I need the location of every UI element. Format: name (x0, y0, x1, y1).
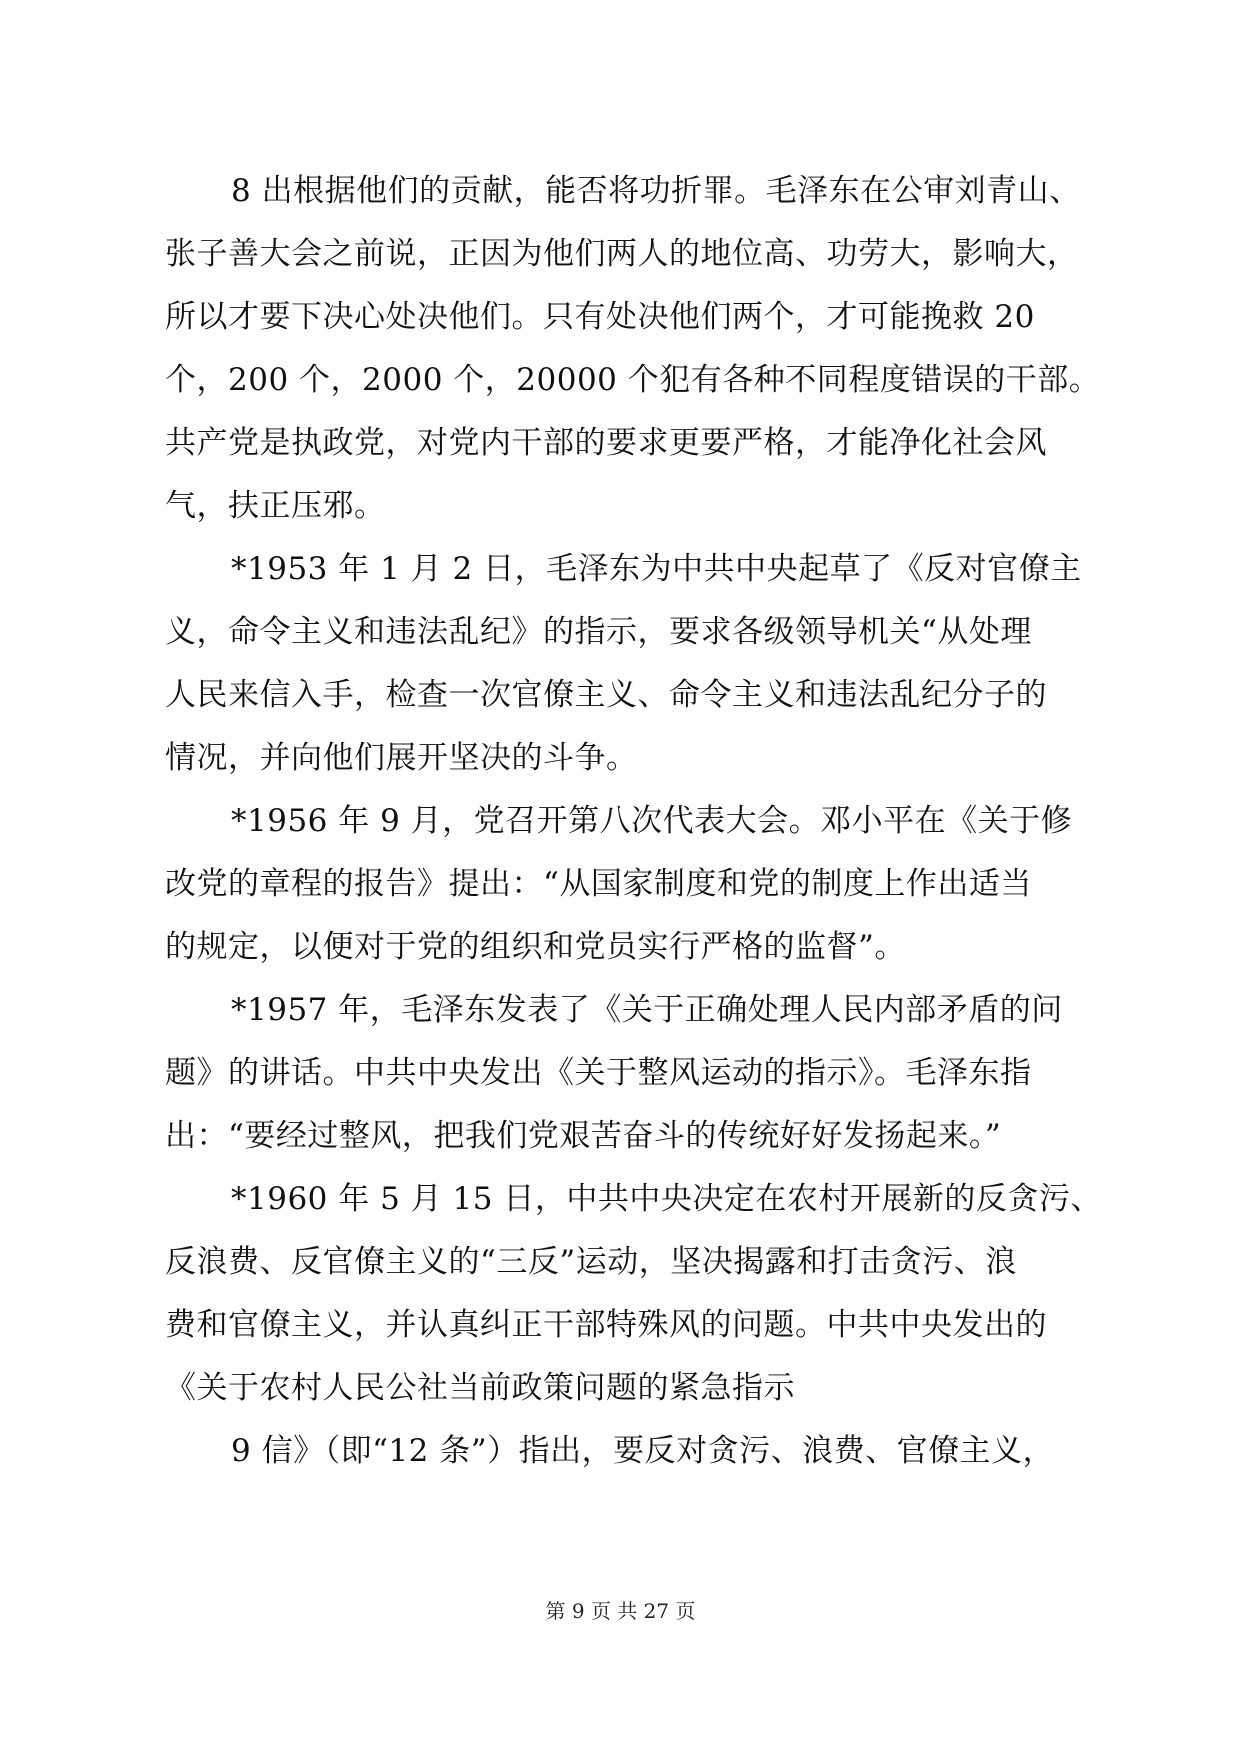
text-line: 义，命令主义和违法乱纪》的指示，要求各级领导机关“从处理 (165, 614, 1032, 650)
text-line: 反浪费、反官僚主义的“三反”运动，坚决揭露和打击贪污、浪 (165, 1244, 1017, 1280)
page-number-footer: 第 9 页 共 27 页 (545, 1599, 696, 1623)
text-line: 张子善大会之前说，正因为他们两人的地位高、功劳大，影响大， (165, 236, 1079, 272)
text-line: 气，扶正压邪。 (165, 488, 386, 524)
text-line: 人民来信入手，检查一次官僚主义、命令主义和违法乱纪分子的 (165, 677, 1047, 713)
text-line: *1956 年 9 月，党召开第八次代表大会。邓小平在《关于修 (231, 803, 1073, 839)
text-line: 题》的讲话。中共中央发出《关于整风运动的指示》。毛泽东指 (165, 1055, 1032, 1091)
text-line: *1957 年，毛泽东发表了《关于正确处理人民内部矛盾的问 (231, 992, 1063, 1028)
text-line: 所以才要下决心处决他们。只有处决他们两个，才可能挽救 20 (165, 299, 1035, 335)
text-line: 8 出根据他们的贡献，能否将功折罪。毛泽东在公审刘青山、 (231, 173, 1081, 209)
text-line: 共产党是执政党，对党内干部的要求更要严格，才能净化社会风 (165, 425, 1047, 461)
text-line: *1960 年 5 月 15 日，中共中央决定在农村开展新的反贪污、 (231, 1181, 1102, 1217)
text-line: 情况，并向他们展开坚决的斗争。 (165, 740, 638, 776)
text-line: 的规定，以便对于党的组织和党员实行严格的监督”。 (165, 929, 906, 965)
text-line: 9 信》（即“12 条”）指出，要反对贪污、浪费、官僚主义， (231, 1433, 1055, 1469)
text-line: 《关于农村人民公社当前政策问题的紧急指示 (165, 1370, 795, 1406)
text-line: 出：“要经过整风，把我们党艰苦奋斗的传统好好发扬起来。” (165, 1118, 1002, 1154)
text-line: 改党的章程的报告》提出：“从国家制度和党的制度上作出适当 (165, 866, 1032, 902)
text-line: *1953 年 1 月 2 日，毛泽东为中共中央起草了《反对官僚主 (231, 551, 1082, 587)
text-line: 费和官僚主义，并认真纠正干部特殊风的问题。中共中央发出的 (165, 1307, 1047, 1343)
text-line: 个，200 个，2000 个，20000 个犯有各种不同程度错误的干部。 (165, 362, 1101, 398)
